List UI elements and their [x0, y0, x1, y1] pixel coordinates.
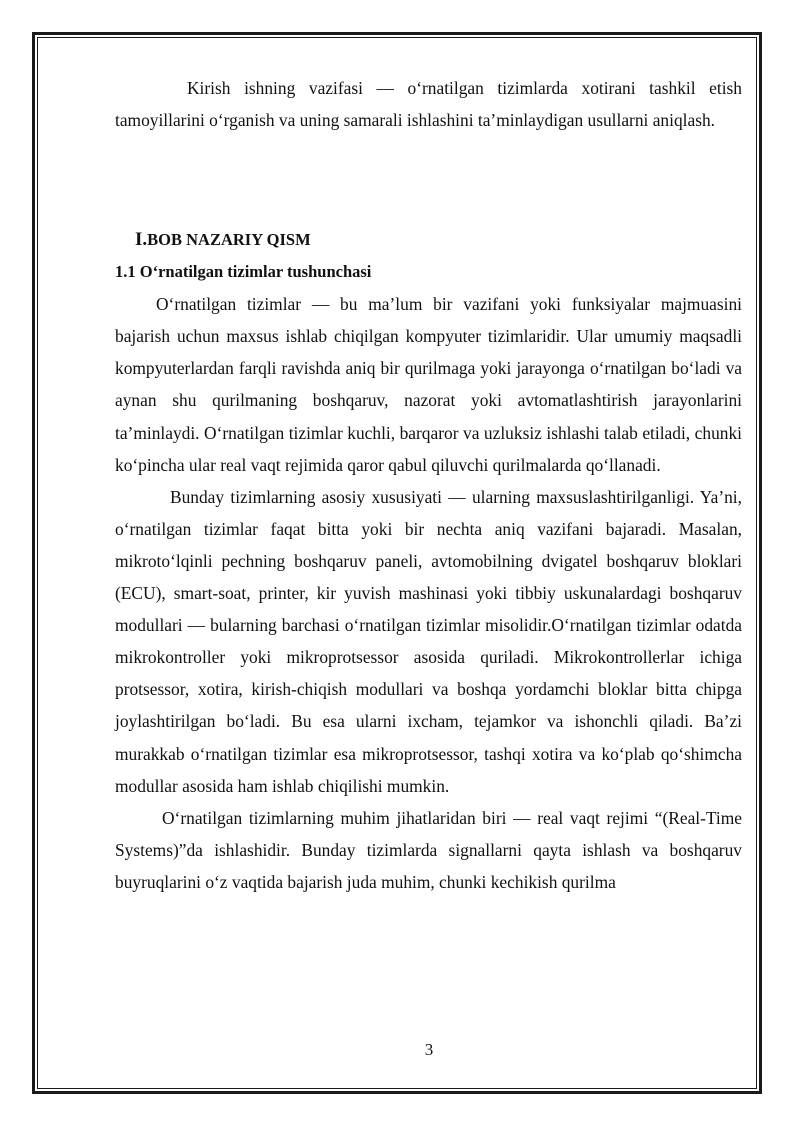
spacer	[115, 136, 742, 224]
body-paragraph-3: O‘rnatilgan tizimlarning muhim jihatlaridan biri — real vaqt rejimi “(Real-Time Systems)”da ishlashidir. Bunday tizimlarda signallarni qayta ishlash va boshqaruv buyruqlarini o‘z vaqtida bajarish juda muhim, chunki kechikish qurilma	[115, 807, 742, 892]
page-number: 3	[424, 1040, 434, 1059]
chapter-title: BOB NAZARIY QISM	[147, 230, 311, 250]
section-heading: 1.1 O‘rnatilgan tizimlar tushunchasi	[115, 262, 372, 282]
body-paragraph-1: O‘rnatilgan tizimlar — bu ma’lum bir vazifani yoki funksiyalar majmuasini bajarish uchun maxsus ishlab chiqilgan kompyuter tizimlaridir. Ular umumiy maqsadli kompyuterlardan farqli ravishda aniq bir qurilmaga yoki jarayonga o‘rnatilgan bo‘ladi va aynan shu qurilmaning boshqaruv, nazorat yoki avtomatlashtirish jarayonlarini ta’minlaydi. O‘rnatilgan tizimlar kuchli, barqaror va uzluksiz ishlashi talab etiladi, chunki ko‘pincha ular real vaqt rejimida qaror qabul qiluvchi qurilmalarda qo‘llanadi.	[115, 294, 742, 475]
intro-paragraph: Kirish ishning vazifasi — o‘rnatilgan tizimlarda xotirani tashkil etish tamoyillarini o‘rganish va uning samarali ishlashini ta’minlaydigan usullarni aniqlash.	[115, 78, 742, 131]
chapter-heading	[115, 224, 742, 256]
body-paragraph-2: Bunday tizimlarning asosiy xususiyati — ularning maxsuslashtirilganligi. Ya’ni, o‘rnatilgan tizimlar faqat bitta yoki bir nechta aniq vazifani bajaradi. Masalan, mikroto‘lqinli pechning boshqaruv paneli, avtomobilning dvigatel boshqaruv bloklari (ECU), smart-soat, printer, kir yuvish mashinasi yoki tibbiy uskunalardagi boshqaruv modullari — bularning barchasi o‘rnatilgan tizimlar misolidir.O‘rnatilgan tizimlar odatda mikrokontroller yoki mikroprotsessor asosida quriladi. Mikrokontrollerlar ichiga protsessor, xotira, kirish-chiqish modullari va boshqa yordamchi bloklar bitta chipga joylashtirilgan bo‘ladi. Bu esa ularni ixcham, tejamkor va ishonchli qiladi. Ba’zi murakkab o‘rnatilgan tizimlar esa mikroprotsessor, tashqi xotira va ko‘plab qo‘shimcha modullar asosida ham ishlab chiqilishi mumkin.	[115, 486, 742, 796]
chapter-roman: I.	[135, 229, 148, 251]
document-body	[115, 72, 742, 898]
